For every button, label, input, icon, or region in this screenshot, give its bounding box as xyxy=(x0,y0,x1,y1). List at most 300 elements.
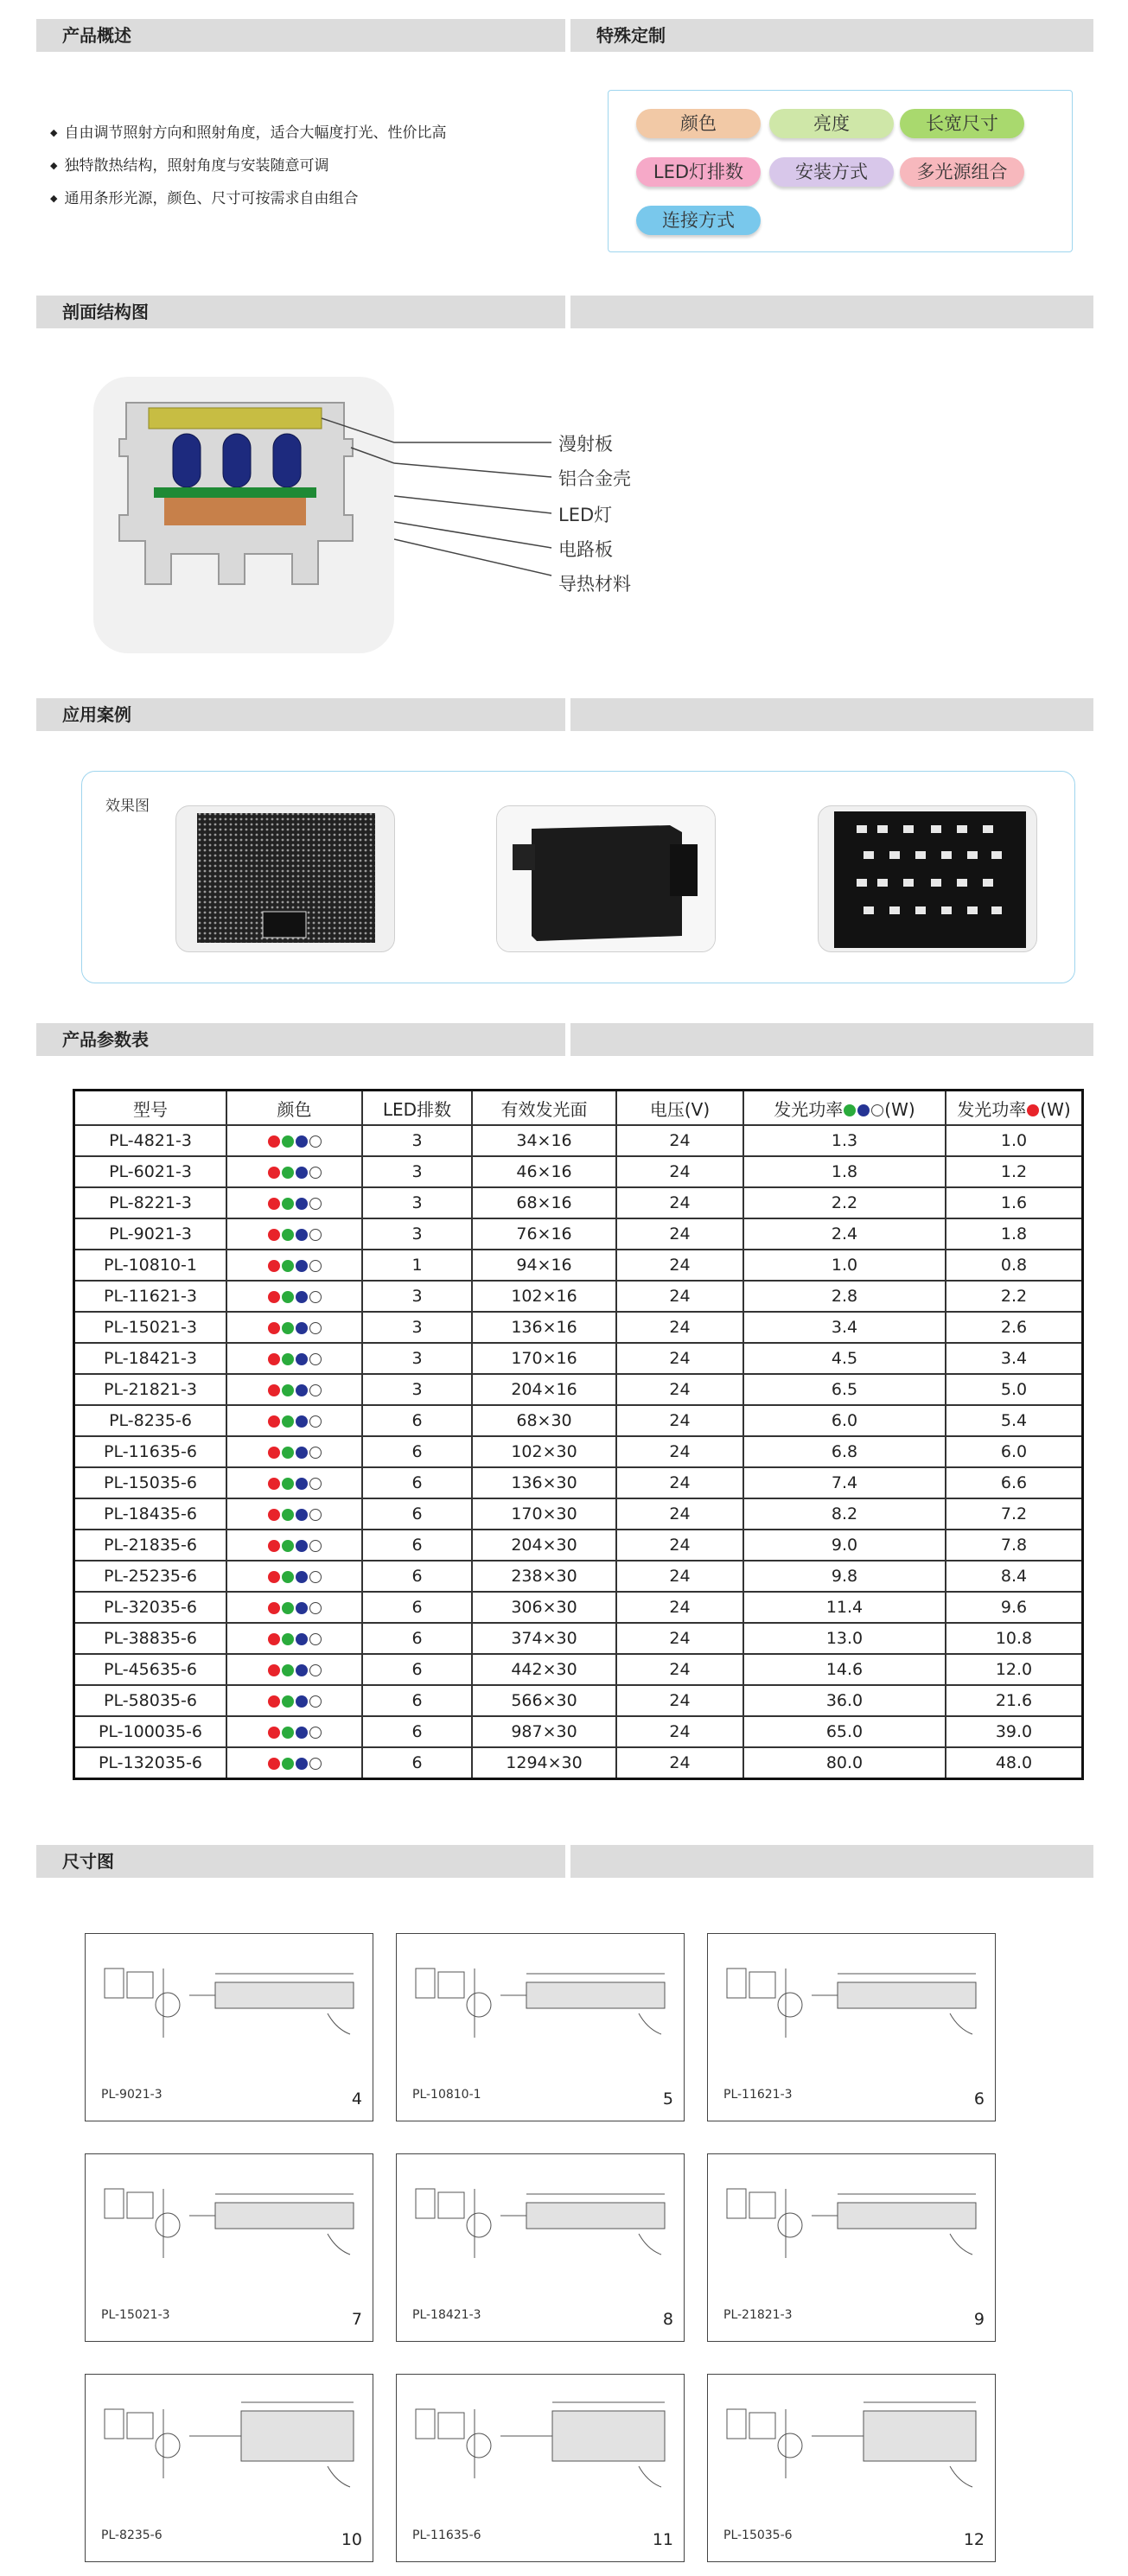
td-voltage: 24 xyxy=(616,1343,743,1374)
case-photo-1 xyxy=(175,805,395,952)
table-row xyxy=(74,1312,1083,1343)
td-power-red: 2.2 xyxy=(946,1281,1083,1312)
case-photo-2 xyxy=(496,805,716,952)
custom-pill-mounting: 安装方式 xyxy=(769,157,894,187)
red-dot-icon xyxy=(268,1695,280,1708)
cross-section-leaders xyxy=(394,432,558,579)
td-power-red: 1.8 xyxy=(946,1218,1083,1250)
td-voltage: 24 xyxy=(616,1623,743,1654)
white-dot-icon xyxy=(309,1167,322,1179)
td-model: PL-18421-3 xyxy=(74,1343,227,1374)
green-dot-icon xyxy=(282,1478,294,1490)
table-row xyxy=(74,1125,1083,1156)
td-color xyxy=(226,1312,362,1343)
drawing-number: 9 xyxy=(973,2310,985,2329)
td-color xyxy=(226,1747,362,1779)
blue-dot-icon xyxy=(296,1322,308,1334)
label-circuit-board: 电路板 xyxy=(558,539,613,560)
td-emitting-area: 46×16 xyxy=(472,1156,616,1187)
bullet-3: ◆ 通用条形光源，颜色、尺寸可按需求自由组合 xyxy=(50,183,446,216)
drawing-number: 4 xyxy=(351,2089,362,2109)
td-emitting-area: 170×30 xyxy=(472,1498,616,1530)
td-power-red: 3.4 xyxy=(946,1343,1083,1374)
green-dot-icon xyxy=(282,1135,294,1148)
drawing-model: PL-21821-3 xyxy=(723,2308,793,2322)
td-model: PL-38835-6 xyxy=(74,1623,227,1654)
green-dot-icon xyxy=(282,1540,294,1552)
blue-dot-icon xyxy=(296,1415,308,1428)
td-color xyxy=(226,1343,362,1374)
td-color xyxy=(226,1374,362,1405)
td-power-rgbw: 4.5 xyxy=(743,1343,946,1374)
td-emitting-area: 238×30 xyxy=(472,1561,616,1592)
dimension-drawing xyxy=(85,2153,373,2342)
th-emitting-area: 有效发光面 xyxy=(472,1091,616,1126)
td-emitting-area: 987×30 xyxy=(472,1716,616,1747)
td-color xyxy=(226,1187,362,1218)
td-power-red: 21.6 xyxy=(946,1685,1083,1716)
td-power-rgbw: 2.8 xyxy=(743,1281,946,1312)
td-voltage: 24 xyxy=(616,1405,743,1436)
td-led-rows: 3 xyxy=(362,1156,472,1187)
green-dot-icon xyxy=(282,1353,294,1365)
td-power-rgbw: 65.0 xyxy=(743,1716,946,1747)
green-dot-icon xyxy=(282,1633,294,1645)
dimension-drawing xyxy=(707,1933,996,2121)
td-color xyxy=(226,1405,362,1436)
td-emitting-area: 102×30 xyxy=(472,1436,616,1467)
dimensions-bar-right xyxy=(570,1845,1093,1878)
white-dot-icon xyxy=(309,1695,322,1708)
green-dot-icon xyxy=(282,1447,294,1459)
table-row xyxy=(74,1498,1083,1530)
td-emitting-area: 34×16 xyxy=(472,1125,616,1156)
td-power-rgbw: 11.4 xyxy=(743,1592,946,1623)
td-emitting-area: 306×30 xyxy=(472,1592,616,1623)
td-color xyxy=(226,1250,362,1281)
td-power-red: 7.8 xyxy=(946,1530,1083,1561)
blue-dot-icon xyxy=(296,1135,308,1148)
effect-label: 效果图 xyxy=(105,798,150,815)
td-voltage: 24 xyxy=(616,1467,743,1498)
white-dot-icon xyxy=(309,1633,322,1645)
td-model: PL-11621-3 xyxy=(74,1281,227,1312)
dimension-drawing xyxy=(707,2374,996,2562)
td-power-red: 5.0 xyxy=(946,1374,1083,1405)
td-emitting-area: 76×16 xyxy=(472,1218,616,1250)
blue-dot-icon xyxy=(296,1260,308,1272)
red-dot-icon xyxy=(268,1540,280,1552)
red-dot-icon xyxy=(268,1260,280,1272)
white-dot-icon xyxy=(309,1478,322,1490)
table-header-row xyxy=(74,1091,1083,1126)
dimension-drawing xyxy=(85,1933,373,2121)
red-dot-icon xyxy=(268,1135,280,1148)
green-dot-icon xyxy=(282,1384,294,1396)
td-voltage: 24 xyxy=(616,1592,743,1623)
td-model: PL-100035-6 xyxy=(74,1716,227,1747)
green-dot-icon xyxy=(844,1104,856,1116)
td-power-rgbw: 6.0 xyxy=(743,1405,946,1436)
red-dot-icon xyxy=(268,1758,280,1770)
blue-dot-icon xyxy=(296,1384,308,1396)
label-diffuser: 漫射板 xyxy=(558,434,613,455)
td-emitting-area: 94×16 xyxy=(472,1250,616,1281)
table-row xyxy=(74,1156,1083,1187)
td-color xyxy=(226,1685,362,1716)
td-color xyxy=(226,1218,362,1250)
table-row xyxy=(74,1685,1083,1716)
th-power-red-label: 发光功率 xyxy=(957,1098,1027,1120)
dimensions-title: 尺寸图 xyxy=(36,1845,565,1878)
red-dot-icon xyxy=(268,1167,280,1179)
td-emitting-area: 136×16 xyxy=(472,1312,616,1343)
td-power-red: 8.4 xyxy=(946,1561,1083,1592)
td-model: PL-9021-3 xyxy=(74,1218,227,1250)
drawing-model: PL-15035-6 xyxy=(723,2528,793,2542)
white-dot-icon xyxy=(309,1229,322,1241)
td-model: PL-25235-6 xyxy=(74,1561,227,1592)
drawing-number: 10 xyxy=(341,2530,362,2549)
param-table xyxy=(73,1089,1084,1780)
td-voltage: 24 xyxy=(616,1530,743,1561)
blue-dot-icon xyxy=(296,1353,308,1365)
blue-dot-icon xyxy=(296,1695,308,1708)
label-led: LED灯 xyxy=(558,505,613,525)
td-power-red: 7.2 xyxy=(946,1498,1083,1530)
td-model: PL-4821-3 xyxy=(74,1125,227,1156)
green-dot-icon xyxy=(282,1758,294,1770)
td-led-rows: 6 xyxy=(362,1405,472,1436)
green-dot-icon xyxy=(282,1602,294,1614)
td-led-rows: 6 xyxy=(362,1716,472,1747)
td-power-rgbw: 9.8 xyxy=(743,1561,946,1592)
table-row xyxy=(74,1623,1083,1654)
td-color xyxy=(226,1654,362,1685)
dimension-drawing xyxy=(396,1933,685,2121)
table-row xyxy=(74,1654,1083,1685)
td-color xyxy=(226,1623,362,1654)
td-model: PL-45635-6 xyxy=(74,1654,227,1685)
table-row xyxy=(74,1405,1083,1436)
td-voltage: 24 xyxy=(616,1218,743,1250)
td-led-rows: 6 xyxy=(362,1685,472,1716)
white-dot-icon xyxy=(309,1135,322,1148)
td-voltage: 24 xyxy=(616,1374,743,1405)
th-led-rows: LED排数 xyxy=(362,1091,472,1126)
td-model: PL-10810-1 xyxy=(74,1250,227,1281)
td-color xyxy=(226,1467,362,1498)
overview-bullets xyxy=(50,118,446,216)
blue-dot-icon xyxy=(296,1571,308,1583)
white-dot-icon xyxy=(309,1447,322,1459)
th-power-rgbw-label: 发光功率 xyxy=(774,1098,844,1120)
params-title: 产品参数表 xyxy=(36,1023,565,1056)
td-color xyxy=(226,1592,362,1623)
td-led-rows: 3 xyxy=(362,1125,472,1156)
td-power-red: 0.8 xyxy=(946,1250,1083,1281)
td-power-rgbw: 7.4 xyxy=(743,1467,946,1498)
green-dot-icon xyxy=(282,1415,294,1428)
params-bar-right xyxy=(570,1023,1093,1056)
td-emitting-area: 68×30 xyxy=(472,1405,616,1436)
table-row xyxy=(74,1187,1083,1218)
td-led-rows: 6 xyxy=(362,1498,472,1530)
drawing-number: 8 xyxy=(662,2310,673,2329)
white-dot-icon xyxy=(309,1727,322,1739)
td-led-rows: 6 xyxy=(362,1436,472,1467)
blue-dot-icon xyxy=(296,1229,308,1241)
table-row xyxy=(74,1218,1083,1250)
td-led-rows: 3 xyxy=(362,1374,472,1405)
td-voltage: 24 xyxy=(616,1716,743,1747)
cases-title: 应用案例 xyxy=(36,698,565,731)
drawing-model: PL-11621-3 xyxy=(723,2088,793,2102)
drawing-model: PL-9021-3 xyxy=(101,2088,163,2102)
td-led-rows: 6 xyxy=(362,1654,472,1685)
th-voltage: 电压(V) xyxy=(616,1091,743,1126)
red-dot-icon xyxy=(268,1291,280,1303)
td-voltage: 24 xyxy=(616,1654,743,1685)
td-model: PL-21835-6 xyxy=(74,1530,227,1561)
td-model: PL-32035-6 xyxy=(74,1592,227,1623)
white-dot-icon xyxy=(309,1571,322,1583)
red-dot-icon xyxy=(268,1415,280,1428)
table-row xyxy=(74,1374,1083,1405)
red-dot-icon xyxy=(268,1229,280,1241)
blue-dot-icon xyxy=(296,1540,308,1552)
custom-pill-size: 长宽尺寸 xyxy=(900,109,1024,138)
blue-dot-icon xyxy=(296,1291,308,1303)
td-voltage: 24 xyxy=(616,1125,743,1156)
blue-dot-icon xyxy=(296,1602,308,1614)
blue-dot-icon xyxy=(296,1198,308,1210)
red-dot-icon xyxy=(268,1602,280,1614)
label-aluminum-shell: 铝合金壳 xyxy=(558,468,631,489)
bullet-1: ◆ 自由调节照射方向和照射角度，适合大幅度打光、性价比高 xyxy=(50,118,446,150)
td-color xyxy=(226,1281,362,1312)
td-power-rgbw: 13.0 xyxy=(743,1623,946,1654)
td-led-rows: 6 xyxy=(362,1623,472,1654)
label-thermal-material: 导热材料 xyxy=(558,574,631,595)
td-led-rows: 6 xyxy=(362,1561,472,1592)
td-power-rgbw: 6.5 xyxy=(743,1374,946,1405)
td-color xyxy=(226,1716,362,1747)
blue-dot-icon xyxy=(857,1104,870,1116)
td-voltage: 24 xyxy=(616,1281,743,1312)
table-row xyxy=(74,1716,1083,1747)
td-voltage: 24 xyxy=(616,1685,743,1716)
td-emitting-area: 204×30 xyxy=(472,1530,616,1561)
red-dot-icon xyxy=(268,1571,280,1583)
custom-pill-connection: 连接方式 xyxy=(636,206,761,235)
td-power-rgbw: 1.3 xyxy=(743,1125,946,1156)
red-dot-icon xyxy=(268,1727,280,1739)
td-color xyxy=(226,1561,362,1592)
white-dot-icon xyxy=(309,1415,322,1428)
td-emitting-area: 442×30 xyxy=(472,1654,616,1685)
blue-dot-icon xyxy=(296,1633,308,1645)
custom-pill-color: 颜色 xyxy=(636,109,761,138)
td-voltage: 24 xyxy=(616,1187,743,1218)
drawing-model: PL-10810-1 xyxy=(412,2088,481,2102)
blue-dot-icon xyxy=(296,1447,308,1459)
green-dot-icon xyxy=(282,1509,294,1521)
th-model: 型号 xyxy=(74,1091,227,1126)
section-bar-right xyxy=(570,296,1093,328)
td-model: PL-58035-6 xyxy=(74,1685,227,1716)
white-dot-icon xyxy=(309,1260,322,1272)
custom-pill-multi-source: 多光源组合 xyxy=(900,157,1024,187)
td-voltage: 24 xyxy=(616,1312,743,1343)
table-row xyxy=(74,1467,1083,1498)
td-led-rows: 6 xyxy=(362,1592,472,1623)
td-power-red: 1.2 xyxy=(946,1156,1083,1187)
green-dot-icon xyxy=(282,1571,294,1583)
td-color xyxy=(226,1125,362,1156)
cross-section-diagram xyxy=(93,377,394,653)
td-led-rows: 3 xyxy=(362,1281,472,1312)
th-color: 颜色 xyxy=(226,1091,362,1126)
dimension-drawing xyxy=(396,2374,685,2562)
red-dot-icon xyxy=(268,1509,280,1521)
td-model: PL-132035-6 xyxy=(74,1747,227,1779)
td-voltage: 24 xyxy=(616,1250,743,1281)
dimension-drawing xyxy=(396,2153,685,2342)
white-dot-icon xyxy=(309,1198,322,1210)
red-dot-icon xyxy=(268,1633,280,1645)
th-power-red xyxy=(946,1091,1083,1126)
td-power-rgbw: 1.0 xyxy=(743,1250,946,1281)
green-dot-icon xyxy=(282,1167,294,1179)
td-power-red: 2.6 xyxy=(946,1312,1083,1343)
td-led-rows: 6 xyxy=(362,1530,472,1561)
td-emitting-area: 170×16 xyxy=(472,1343,616,1374)
overview-title: 产品概述 xyxy=(36,19,565,52)
drawing-model: PL-18421-3 xyxy=(412,2308,481,2322)
white-dot-icon xyxy=(309,1291,322,1303)
td-model: PL-18435-6 xyxy=(74,1498,227,1530)
td-led-rows: 3 xyxy=(362,1312,472,1343)
td-power-rgbw: 2.2 xyxy=(743,1187,946,1218)
drawing-number: 12 xyxy=(963,2530,985,2549)
th-power-rgbw xyxy=(743,1091,946,1126)
table-row xyxy=(74,1281,1083,1312)
custom-pill-led-rows: LED灯排数 xyxy=(636,157,761,187)
td-led-rows: 3 xyxy=(362,1218,472,1250)
white-dot-icon xyxy=(309,1602,322,1614)
table-row xyxy=(74,1747,1083,1779)
td-model: PL-15021-3 xyxy=(74,1312,227,1343)
td-emitting-area: 102×16 xyxy=(472,1281,616,1312)
td-power-rgbw: 6.8 xyxy=(743,1436,946,1467)
cases-bar-right xyxy=(570,698,1093,731)
td-led-rows: 6 xyxy=(362,1467,472,1498)
td-power-rgbw: 14.6 xyxy=(743,1654,946,1685)
td-power-rgbw: 8.2 xyxy=(743,1498,946,1530)
td-power-rgbw: 1.8 xyxy=(743,1156,946,1187)
td-model: PL-15035-6 xyxy=(74,1467,227,1498)
case-photo-3 xyxy=(818,805,1037,952)
red-dot-icon xyxy=(268,1664,280,1676)
blue-dot-icon xyxy=(296,1758,308,1770)
green-dot-icon xyxy=(282,1322,294,1334)
td-power-rgbw: 9.0 xyxy=(743,1530,946,1561)
blue-dot-icon xyxy=(296,1478,308,1490)
td-power-red: 5.4 xyxy=(946,1405,1083,1436)
green-dot-icon xyxy=(282,1229,294,1241)
green-dot-icon xyxy=(282,1260,294,1272)
green-dot-icon xyxy=(282,1664,294,1676)
green-dot-icon xyxy=(282,1727,294,1739)
white-dot-icon xyxy=(309,1322,322,1334)
white-dot-icon xyxy=(309,1540,322,1552)
td-power-red: 6.6 xyxy=(946,1467,1083,1498)
blue-dot-icon xyxy=(296,1727,308,1739)
white-dot-icon xyxy=(309,1384,322,1396)
td-power-red: 6.0 xyxy=(946,1436,1083,1467)
td-model: PL-8221-3 xyxy=(74,1187,227,1218)
blue-dot-icon xyxy=(296,1167,308,1179)
table-row xyxy=(74,1592,1083,1623)
red-dot-icon xyxy=(268,1322,280,1334)
td-led-rows: 3 xyxy=(362,1187,472,1218)
table-row xyxy=(74,1436,1083,1467)
red-dot-icon xyxy=(268,1447,280,1459)
td-color xyxy=(226,1436,362,1467)
section-title: 剖面结构图 xyxy=(36,296,565,328)
dimension-drawing xyxy=(85,2374,373,2562)
td-emitting-area: 136×30 xyxy=(472,1467,616,1498)
drawing-number: 5 xyxy=(662,2089,673,2109)
white-dot-icon xyxy=(309,1509,322,1521)
td-voltage: 24 xyxy=(616,1498,743,1530)
table-row xyxy=(74,1343,1083,1374)
td-model: PL-11635-6 xyxy=(74,1436,227,1467)
red-dot-icon xyxy=(268,1353,280,1365)
td-power-red: 9.6 xyxy=(946,1592,1083,1623)
green-dot-icon xyxy=(282,1695,294,1708)
td-power-rgbw: 80.0 xyxy=(743,1747,946,1779)
td-model: PL-21821-3 xyxy=(74,1374,227,1405)
th-power-rgbw-unit: (W) xyxy=(884,1098,915,1120)
white-dot-icon xyxy=(871,1104,883,1116)
drawing-model: PL-8235-6 xyxy=(101,2528,163,2542)
custom-pill-brightness: 亮度 xyxy=(769,109,894,138)
td-emitting-area: 204×16 xyxy=(472,1374,616,1405)
blue-dot-icon xyxy=(296,1509,308,1521)
dimension-drawing xyxy=(707,2153,996,2342)
td-emitting-area: 374×30 xyxy=(472,1623,616,1654)
td-voltage: 24 xyxy=(616,1436,743,1467)
blue-dot-icon xyxy=(296,1664,308,1676)
td-emitting-area: 566×30 xyxy=(472,1685,616,1716)
td-color xyxy=(226,1498,362,1530)
drawing-number: 11 xyxy=(652,2530,673,2549)
td-color xyxy=(226,1156,362,1187)
drawing-model: PL-15021-3 xyxy=(101,2308,170,2322)
table-row xyxy=(74,1250,1083,1281)
td-power-rgbw: 2.4 xyxy=(743,1218,946,1250)
td-voltage: 24 xyxy=(616,1747,743,1779)
drawing-number: 6 xyxy=(973,2089,985,2109)
td-power-red: 1.0 xyxy=(946,1125,1083,1156)
td-power-red: 48.0 xyxy=(946,1747,1083,1779)
white-dot-icon xyxy=(309,1758,322,1770)
bullet-2: ◆ 独特散热结构，照射角度与安装随意可调 xyxy=(50,150,446,183)
td-power-rgbw: 36.0 xyxy=(743,1685,946,1716)
td-voltage: 24 xyxy=(616,1561,743,1592)
